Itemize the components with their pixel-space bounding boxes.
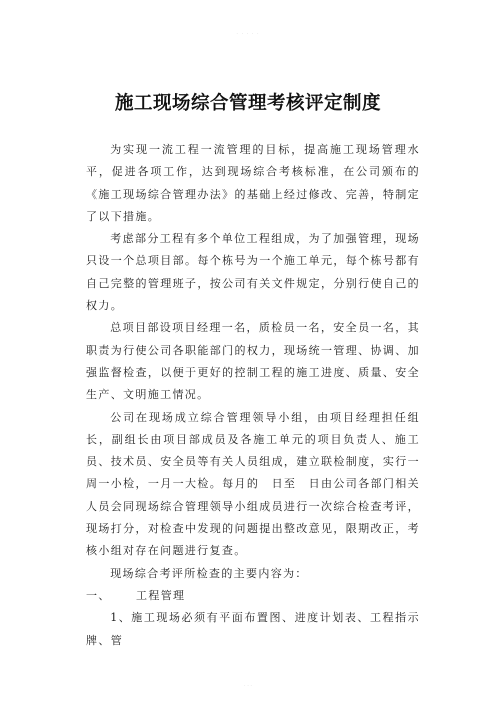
footer-watermark: · · ·	[244, 683, 252, 689]
paragraph-inspection-intro: 现场综合考评所检查的主要内容为：	[110, 566, 308, 580]
paragraph-project-department: 总项目部设项目经理一名，质检员一名，安全员一名，其职责为行使公司各职能部门的权力，现场统一管理、协调、加强监督检查，以便于更好的控制工程的施工进度、质量、安全生产、文明施工情况。	[86, 321, 420, 402]
header-watermark: · · · · ·	[236, 31, 260, 37]
document-body	[86, 139, 420, 652]
list-item-1: 1、施工现场必须有平面布置图、进度计划表、工程指示牌、管	[86, 611, 420, 647]
section-label: 工程管理	[136, 588, 186, 602]
paragraph-leadership-group: 公司在现场成立综合管理领导小组，由项目经理担任组长，副组长由项目部成员及各施工单元的项目负责人、施工员、技术员、安全员等有关人员组成，建立联检制度，实行一周一小检，一月一大检。每月的 日至 日由公司各部门相关人员会同现场综合管理领导小组成员进行一次综合检查考评，现场打分，对检查中发现的问题提出整改意见，限期改正，考核小组对存在问题进行复查。	[86, 410, 420, 558]
document-title: 施工现场综合管理考核评定制度	[114, 93, 381, 114]
section-number: 一、	[86, 588, 111, 602]
paragraph-organization: 考虑部分工程有多个单位工程组成，为了加强管理，现场只设一个总项目部。每个栋号为一个施工单元，每个栋号都有自己完整的管理班子，按公司有关文件规定，分别行使自己的权力。	[86, 232, 420, 313]
paragraph-purpose: 为实现一流工程一流管理的目标，提高施工现场管理水平，促进各项工作，达到现场综合考核标准，在公司颁布的《施工现场综合管理办法》的基础上经过修改、完善，特制定了以下措施。	[86, 143, 420, 223]
section-heading	[86, 585, 420, 607]
